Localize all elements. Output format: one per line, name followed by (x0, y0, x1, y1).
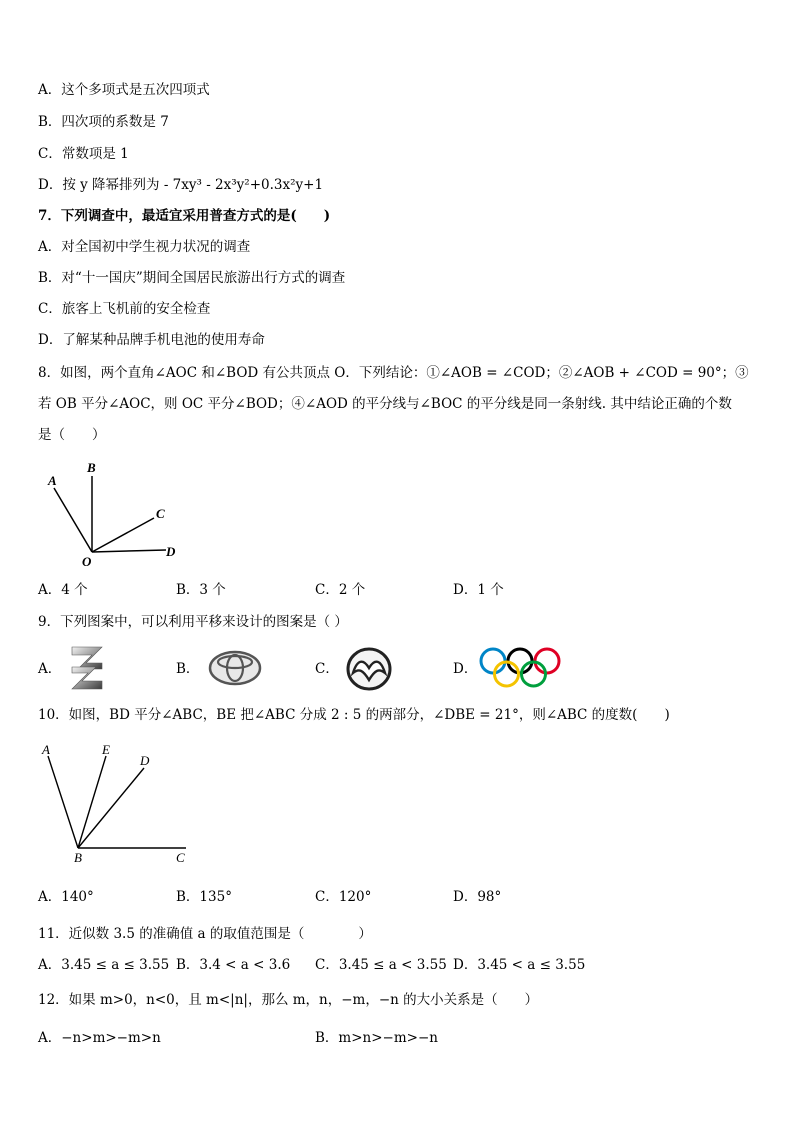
q9-option-a: A． (38, 661, 62, 677)
q8-angle-figure (40, 458, 200, 573)
q8-option-d: D．1 个 (453, 582, 504, 598)
olympic-ring-yellow (495, 662, 519, 686)
q11-option-c: C．3.45 ≤ a < 3.55 (315, 957, 447, 973)
q7-option-b: B．对“十一国庆”期间全国居民旅游出行方式的调查 (38, 270, 346, 286)
q7-option-c: C．旅客上飞机前的安全检查 (38, 301, 211, 317)
olympic-rings-icon (478, 647, 562, 689)
q10-label-a: A (42, 742, 50, 757)
mazda-logo-icon (345, 646, 393, 692)
olympic-ring-black (508, 649, 532, 673)
q10-option-b: B．135° (176, 889, 232, 905)
q8-option-b: B．3 个 (176, 582, 226, 598)
olympic-ring-blue (481, 649, 505, 673)
q8-stem-line2: 若 OB 平分∠AOC，则 OC 平分∠BOD；④∠AOD 的平分线与∠BOC 的平分线是同一条射线. 其中结论正确的个数 (38, 396, 732, 412)
q8-stem-line3: 是（ ） (38, 427, 106, 443)
q11-option-a: A．3.45 ≤ a ≤ 3.55 (38, 957, 170, 973)
q11-option-b: B．3.4 < a < 3.6 (176, 957, 291, 973)
q9-stem: 9．下列图案中，可以利用平移来设计的图案是（ ） (38, 614, 348, 630)
q11-stem: 11．近似数 3.5 的准确值 a 的取值范围是（ ） (38, 926, 372, 942)
q10-option-d: D．98° (453, 889, 502, 905)
q10-label-d: D (140, 753, 150, 768)
q10-option-c: C．120° (315, 889, 372, 905)
q6-option-a: A．这个多项式是五次四项式 (38, 82, 210, 98)
q10-stem: 10．如图，BD 平分∠ABC，BE 把∠ABC 分成 2 : 5 的两部分，∠DBE = 21°，则∠ABC 的度数( ) (38, 707, 670, 723)
q9-option-c: C． (315, 661, 339, 677)
q12-option-b: B．m>n>−m>−n (315, 1030, 438, 1046)
q8-option-a: A．4 个 (38, 582, 88, 598)
olympic-ring-red (535, 649, 559, 673)
q7-option-a: A．对全国初中学生视力状况的调查 (38, 239, 251, 255)
q12-stem: 12．如果 m>0，n<0，且 m<|n|，那么 m，n，−m，−n 的大小关系是（ ） (38, 992, 539, 1008)
q7-option-d: D．了解某种品牌手机电池的使用寿命 (38, 332, 265, 348)
q8-option-c: C．2 个 (315, 582, 366, 598)
q6-option-d: D．按 y 降幂排列为 - 7xy³ - 2x³y²+0.3x²y+1 (38, 177, 324, 193)
olympic-ring-green (522, 662, 546, 686)
q8-label-b: B (87, 460, 96, 475)
q10-label-b: B (74, 850, 82, 865)
q8-stem-line1: 8．如图，两个直角∠AOC 和∠BOD 有公共顶点 O．下列结论：①∠AOB = ∠COD；②∠AOB + ∠COD = 90°；③ (38, 365, 749, 381)
q8-label-a: A (48, 473, 57, 488)
q10-label-c: C (176, 850, 185, 865)
q9-option-b: B． (176, 661, 200, 677)
q8-label-c: C (156, 506, 165, 521)
q8-label-d: D (166, 544, 176, 559)
q12-option-a: A．−n>m>−m>n (38, 1030, 161, 1046)
q9-option-d: D． (453, 661, 478, 677)
q11-option-d: D．3.45 < a ≤ 3.55 (453, 957, 586, 973)
q6-option-c: C．常数项是 1 (38, 146, 129, 162)
q6-option-b: B．四次项的系数是 7 (38, 114, 169, 130)
q10-angle-figure (36, 738, 196, 868)
q7-stem: 7．下列调查中，最适宜采用普查方式的是( ) (38, 208, 331, 224)
q8-label-o: O (82, 554, 92, 569)
toyota-logo-icon (208, 650, 262, 686)
suzuki-logo-icon (64, 643, 110, 693)
q10-label-e: E (102, 742, 110, 757)
q10-option-a: A．140° (38, 889, 94, 905)
